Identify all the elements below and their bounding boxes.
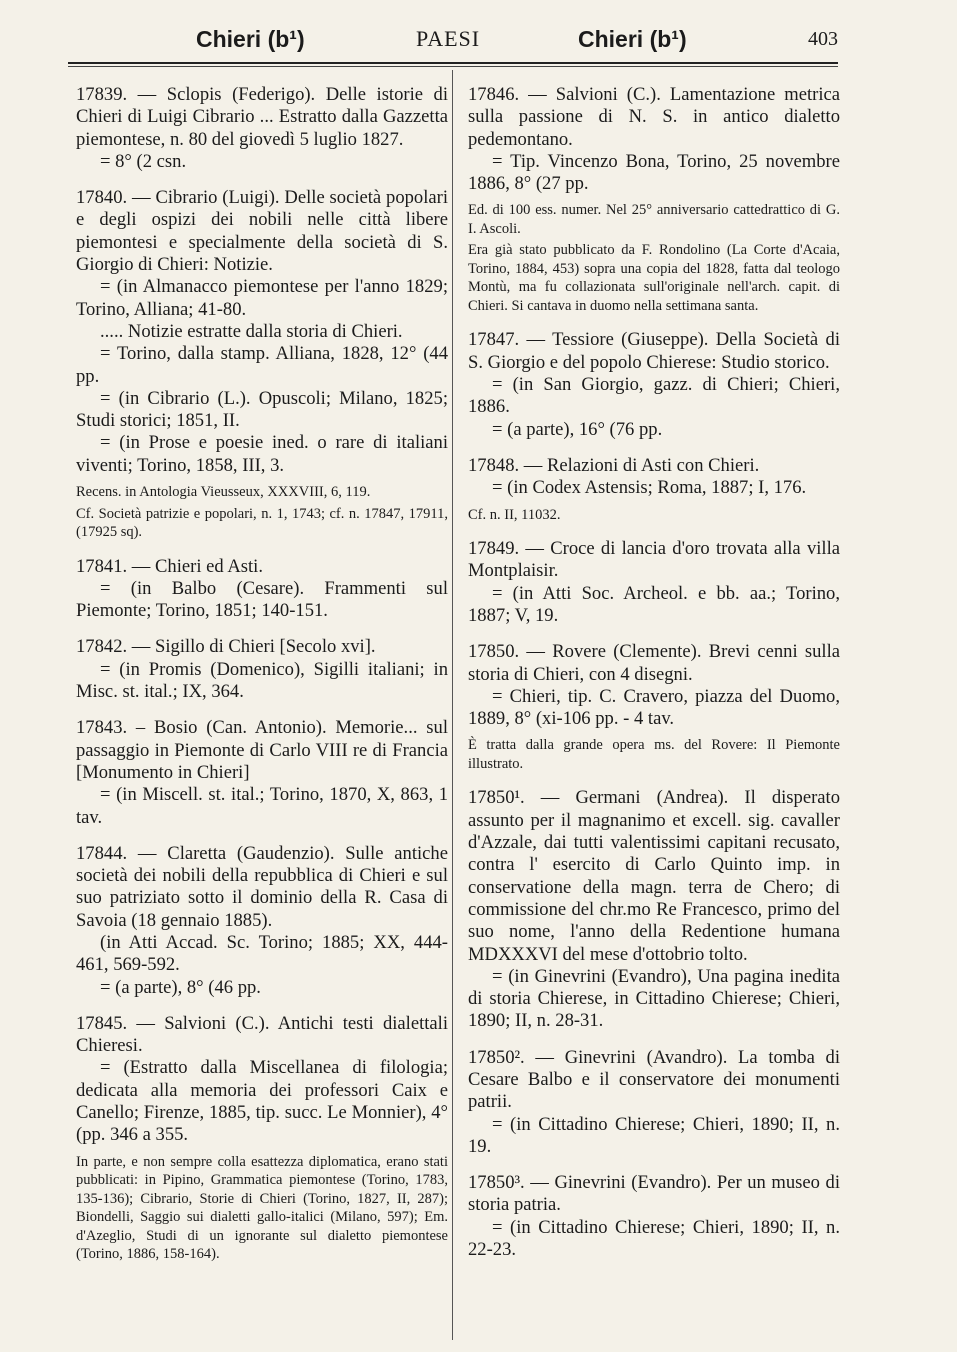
bibliography-entry: [76, 717, 448, 828]
entry-title: 17844. — Claretta (Gaudenzio). Sulle antiche società dei nobili della repubblica di Chieri e sul suo patriziato sotto il dominio della R. Casa di Savoia (18 gennaio 1885).: [76, 842, 448, 931]
page-number: 403: [808, 28, 838, 50]
bibliography-entry: [76, 187, 448, 541]
note-line: In parte, e non sempre colla esattezza diplomatica, erano stati pubblicati: in Pipino, Grammatica piemontese (Torino, 1783, 135-136); Cibrario, Storie di Chieri (Torino, 1827, II, 287); Biondelli, Saggio sui dialetti gallo-italici (Milano, 597); Em. d'Azeglio, Studi di un ignorante sul dialetto piemontese (Torino, 1886, 158-164).: [76, 1153, 448, 1263]
bibliography-entry: [76, 556, 448, 623]
entry-reference: = (Estratto dalla Miscellanea di filologia; dedicata alla memoria dei professori Caix e Canello; Firenze, 1885, tip. succ. Le Monnier), 4° (pp. 346 a 355.: [76, 1057, 448, 1146]
entry-note: [76, 483, 448, 542]
entry-reference: = (a parte), 16° (76 pp.: [492, 418, 663, 440]
bibliography-entry: [468, 329, 840, 440]
header-rule-thin: [68, 66, 838, 67]
entry-title: 17841. — Chieri ed Asti.: [76, 555, 263, 577]
bibliography-entry: [76, 84, 448, 173]
bibliography-entry: [468, 1172, 840, 1261]
entry-title: 17843. – Bosio (Can. Antonio). Memorie... sul passaggio in Piemonte di Carlo VIII re di Francia [Monumento in Chieri]: [76, 717, 448, 783]
right-column: [468, 84, 840, 1275]
entry-reference: = (in Almanacco piemontese per l'anno 1829; Torino, Alliana; 41-80.: [76, 276, 448, 320]
entry-reference: = (in Cittadino Chierese; Chieri, 1890; II, n. 19.: [468, 1113, 840, 1157]
bibliography-entry: [76, 843, 448, 999]
entry-reference: = (in Codex Astensis; Roma, 1887; I, 176.: [492, 477, 807, 499]
entry-reference: = (in San Giorgio, gazz. di Chieri; Chieri, 1886.: [468, 374, 840, 418]
bibliography-entry: [468, 641, 840, 773]
bibliography-entry: [468, 1047, 840, 1158]
bibliography-entry: [76, 1013, 448, 1264]
entry-reference: = (in Cibrario (L.). Opuscoli; Milano, 1825; Studi storici; 1851, II.: [76, 387, 448, 432]
entry-title: 17850³. — Ginevrini (Evandro). Per un museo di storia patria.: [468, 1172, 840, 1216]
entry-note: [468, 201, 840, 315]
note-line: Cf. n. II, 11032.: [468, 506, 561, 523]
entry-reference: = (in Promis (Domenico), Sigilli italiani; in Misc. st. ital.; IX, 364.: [76, 658, 448, 703]
note-line: Cf. Società patrizie e popolari, n. 1, 1743; cf. n. 17847, 17911, (17925 sq).: [76, 505, 448, 541]
entry-title: 17848. — Relazioni di Asti con Chieri.: [468, 454, 760, 476]
entry-title: 17850. — Rovere (Clemente). Brevi cenni sulla storia di Chieri, con 4 disegni.: [468, 641, 840, 685]
bibliography-entry: [468, 787, 840, 1032]
entry-note: [468, 736, 840, 773]
entry-reference: ..... Notizie estratte dalla storia di Chieri.: [100, 320, 403, 342]
header-rule: [68, 62, 838, 64]
entry-note: [468, 506, 840, 525]
entry-title: 17845. — Salvioni (C.). Antichi testi dialettali Chieresi.: [76, 1012, 448, 1057]
bibliography-entry: [468, 84, 840, 315]
note-line: Ed. di 100 ess. numer. Nel 25° anniversario cattedrattico di G. I. Ascoli.: [468, 202, 840, 237]
running-header: [68, 22, 838, 56]
entry-note: [76, 1153, 448, 1264]
entry-title: 17839. — Sclopis (Federigo). Delle istorie di Chieri di Luigi Cibrario ... Estratto dalla Gazzetta piemontese, n. 80 del giovedì 5 luglio 1827.: [76, 84, 448, 150]
entry-title: 17849. — Croce di lancia d'oro trovata alla villa Montplaisir.: [468, 538, 840, 582]
note-line: È tratta dalla grande opera ms. del Rovere: Il Piemonte illustrato.: [468, 737, 840, 772]
entry-title: 17840. — Cibrario (Luigi). Delle società popolari e degli ospizi dei nobili nelle città libere piemontesi e specialmente della società di S. Giorgio di Chieri: Notizie.: [76, 187, 448, 276]
entry-reference: = (in Cittadino Chierese; Chieri, 1890; II, n. 22-23.: [468, 1216, 840, 1261]
note-line: Era già stato pubblicato da F. Rondolino (La Corte d'Acaia, Torino, 1884, 453) sopra una copia del 1828, fatta dal teologo Montù, ma fu collazionata sull'originale nell'arch. capit. di Chieri. Si cantava in duomo nella settimana santa.: [468, 242, 840, 314]
column-divider: [452, 70, 453, 1340]
bibliography-entry: [468, 538, 840, 627]
entry-title: 17842. — Sigillo di Chieri [Secolo xvi].: [76, 636, 376, 658]
header-right: Chieri (b¹): [578, 26, 687, 52]
header-center: PAESI: [416, 26, 481, 51]
entry-title: 17850². — Ginevrini (Avandro). La tomba di Cesare Balbo e il conservatore dei monumenti patrii.: [468, 1046, 840, 1113]
entry-reference: = (in Atti Soc. Archeol. e bb. aa.; Torino, 1887; V, 19.: [468, 582, 840, 626]
note-line: Recens. in Antologia Vieusseux, XXXVIII, 6, 119.: [76, 484, 371, 501]
left-column: [76, 84, 448, 1278]
entry-title: 17847. — Tessiore (Giuseppe). Della Società di S. Giorgio e del popolo Chierese: Studio storico.: [468, 329, 840, 373]
entry-reference: = Torino, dalla stamp. Alliana, 1828, 12° (44 pp.: [76, 343, 448, 387]
entry-title: 17846. — Salvioni (C.). Lamentazione metrica sulla passione di N. S. in antico dialetto pedemontano.: [468, 84, 840, 150]
entry-reference: = (a parte), 8° (46 pp.: [100, 976, 261, 998]
entry-reference: = (in Ginevrini (Evandro), Una pagina inedita di storia Chierese, in Cittadino Chierese; Chieri, 1890; II, n. 28-31.: [468, 965, 840, 1032]
entry-reference: = (in Prose e poesie ined. o rare di italiani viventi; Torino, 1858, III, 3.: [76, 432, 448, 476]
entry-reference: (in Atti Accad. Sc. Torino; 1885; XX, 444-461, 569-592.: [76, 932, 448, 976]
bibliography-entry: [76, 636, 448, 703]
entry-reference: = (in Miscell. st. ital.; Torino, 1870, X, 863, 1 tav.: [76, 784, 448, 828]
entry-reference: = Tip. Vincenzo Bona, Torino, 25 novembre 1886, 8° (27 pp.: [468, 150, 840, 195]
entry-reference: = 8° (2 csn.: [100, 150, 187, 172]
header-left: Chieri (b¹): [196, 26, 305, 52]
entry-title: 17850¹. — Germani (Andrea). Il disperato assunto per il magnanimo et excell. sig. cavaller d'Azzale, dai tutti valentissimi capitani recusato, contra l' esercito di Carlo Quinto imp. in conservatione della magn. terra de Chero; di commissione del chr.mo Re Francesco, primo del suo nome, l'anno della Redentione humana MDXXXVI del mese d'ottobrio tolto.: [468, 787, 840, 965]
entry-reference: = Chieri, tip. C. Cravero, piazza del Duomo, 1889, 8° (xi-106 pp. - 4 tav.: [468, 685, 840, 730]
entry-reference: = (in Balbo (Cesare). Frammenti sul Piemonte; Torino, 1851; 140-151.: [76, 577, 448, 622]
bibliography-entry: [468, 455, 840, 524]
